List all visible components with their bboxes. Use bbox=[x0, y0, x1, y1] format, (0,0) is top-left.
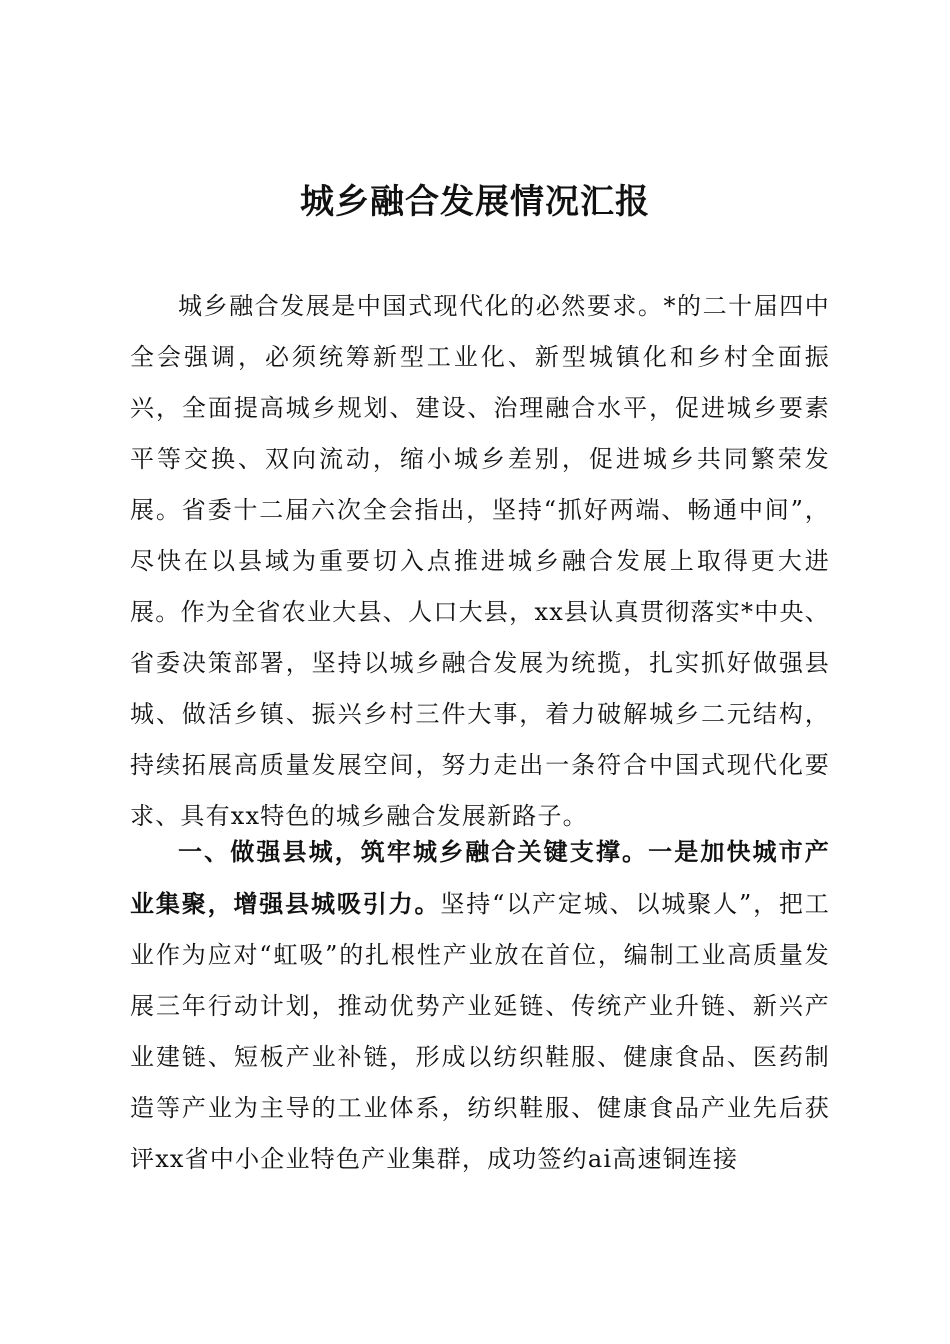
intro-paragraph: 城乡融合发展是中国式现代化的必然要求。*的二十届四中全会强调，必须统筹新型工业化、新型城镇化和乡村全面振兴，全面提高城乡规划、建设、治理融合水平，促进城乡要素平等交换、双向流动，缩小城乡差别，促进城乡共同繁荣发展。省委十二届六次全会指出，坚持“抓好两端、畅通中间”，尽快在以县域为重要切入点推进城乡融合发展上取得更大进展。作为全省农业大县、人口大县，xx县认真贯彻落实*中央、省委决策部署，坚持以城乡融合发展为统揽，扎实抓好做强县城、做活乡镇、振兴乡村三件大事，着力破解城乡二元结构，持续拓展高质量发展空间，努力走出一条符合中国式现代化要求、具有xx特色的城乡融合发展新路子。 bbox=[130, 292, 830, 830]
section-1-text: 坚持“以产定城、以城聚人”，把工业作为应对“虹吸”的扎根性产业放在首位，编制工业高质量发展三年行动计划，推动优势产业延链、传统产业升链、新兴产业建链、短板产业补链，形成以纺织鞋服、健康食品、医药制造等产业为主导的工业体系，纺织鞋服、健康食品产业先后获评xx省中小企业特色产业集群，成功签约ai高速铜连接 bbox=[130, 890, 830, 1173]
intro-paragraph-block bbox=[130, 281, 830, 842]
section-1-paragraph bbox=[130, 826, 830, 1185]
section-1-heading: 一、做强县城，筑牢城乡融合关键支撑。 bbox=[178, 837, 649, 866]
document-title: 城乡融合发展情况汇报 bbox=[300, 182, 650, 222]
section-1-subheading: 一是加快城市产业集聚，增强县城吸引力。 bbox=[130, 837, 830, 918]
section-1-block bbox=[130, 826, 830, 1185]
